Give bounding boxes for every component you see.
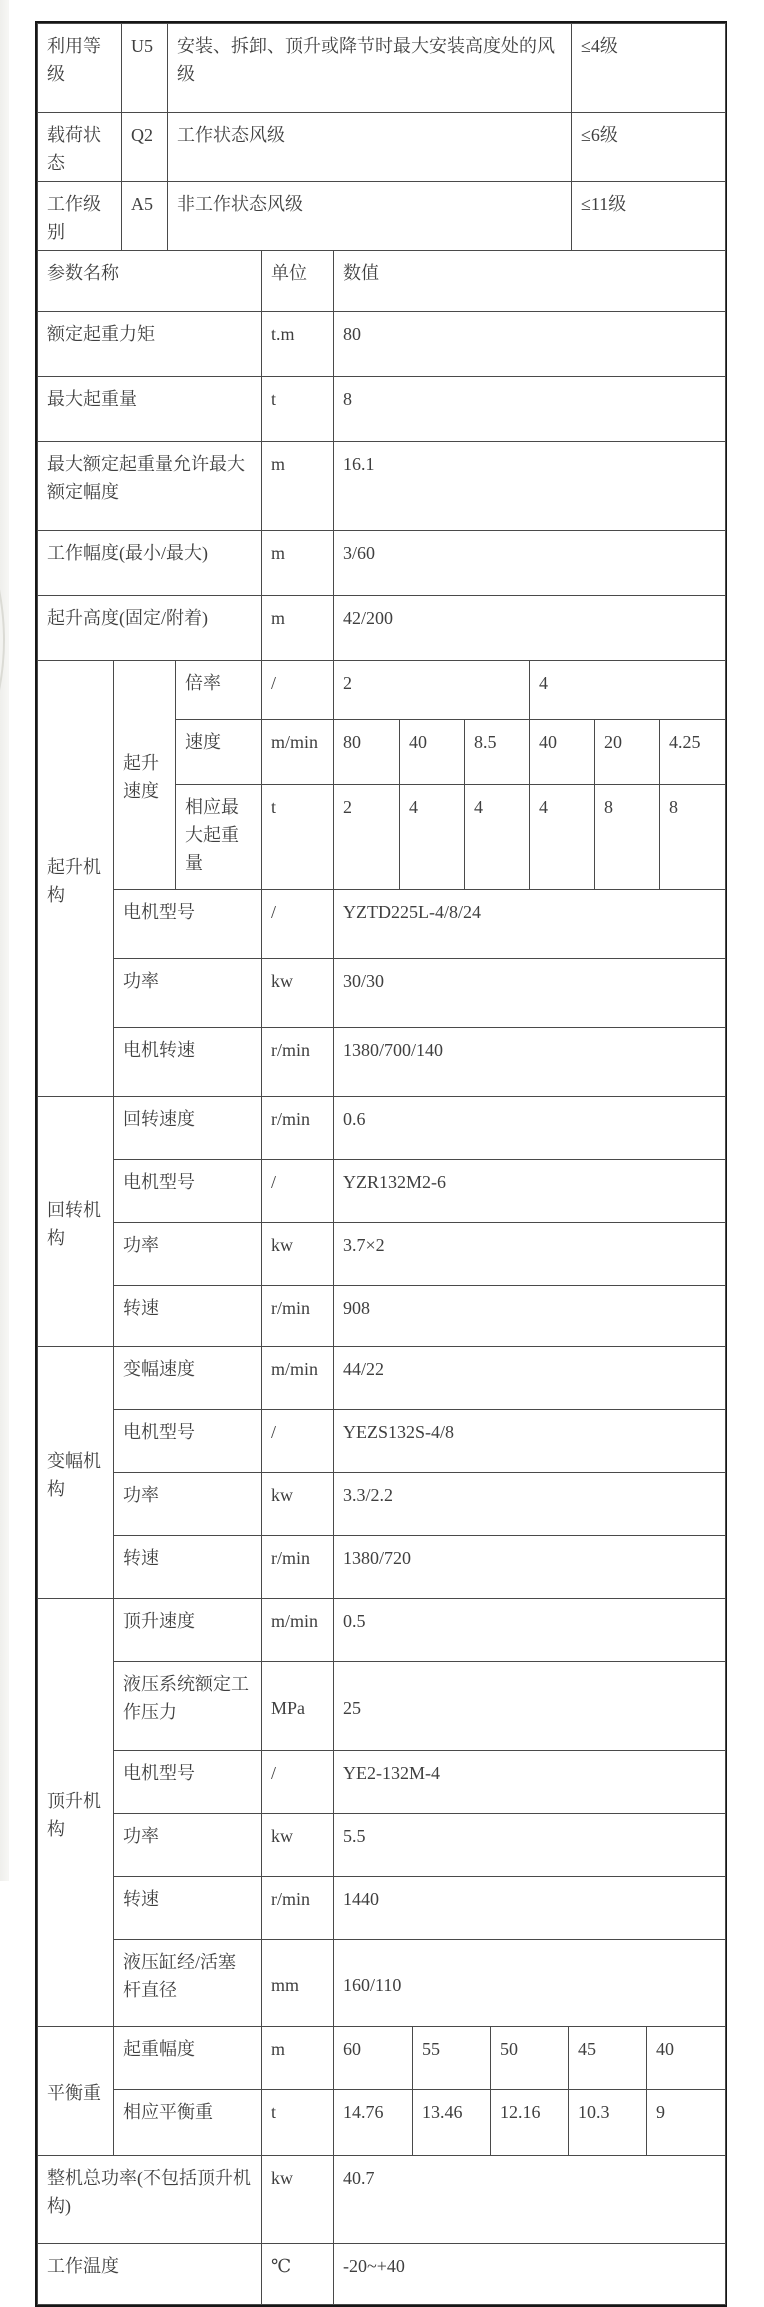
param-name: 最大起重量: [38, 377, 262, 442]
param-unit: m: [262, 442, 334, 531]
param-value: 80: [334, 312, 726, 377]
param-name: 电机型号: [114, 890, 262, 959]
param-name: 变幅速度: [114, 1347, 262, 1410]
watermark-arc: [0, 540, 26, 740]
general-params-table: [37, 250, 726, 661]
speed-value: 80: [334, 720, 400, 785]
param-unit: kw: [262, 1814, 334, 1877]
param-name: 相应平衡重: [114, 2090, 262, 2156]
nonworking-wind-desc: 非工作状态风级: [168, 182, 572, 251]
hoist-motor-row: [38, 890, 726, 959]
param-row: [38, 1751, 726, 1814]
param-value: 1440: [334, 1877, 726, 1940]
counterweight-section-table: [37, 2026, 726, 2156]
counterweight-section-label: 平衡重: [38, 2027, 114, 2156]
weight-value: 10.3: [569, 2090, 647, 2156]
param-name-header: 参数名称: [38, 251, 262, 312]
radius-value: 50: [491, 2027, 569, 2090]
total-power-label: 整机总功率(不包括顶升机构): [38, 2156, 262, 2244]
counterweight-weight-row: [38, 2090, 726, 2156]
param-name: 电机转速: [114, 1028, 262, 1097]
jacking-section-table: [37, 1598, 726, 2027]
param-name: 功率: [114, 959, 262, 1028]
param-name: 转速: [114, 1877, 262, 1940]
working-temp-label: 工作温度: [38, 2244, 262, 2305]
ratio-value: 4: [530, 661, 726, 720]
nonworking-wind-limit: ≤11级: [572, 182, 726, 251]
speed-value: 8.5: [465, 720, 530, 785]
jacking-section-label: 顶升机构: [38, 1599, 114, 2027]
param-value: 3/60: [334, 531, 726, 596]
param-value: -20~+40: [334, 2244, 726, 2305]
hoist-motor-speed-row: [38, 1028, 726, 1097]
param-name: 电机型号: [114, 1160, 262, 1223]
param-name: 起重幅度: [114, 2027, 262, 2090]
install-wind-limit: ≤4级: [572, 24, 726, 113]
working-wind-desc: 工作状态风级: [168, 113, 572, 182]
param-value: 160/110: [334, 1940, 726, 2027]
param-name: 功率: [114, 1814, 262, 1877]
param-value: 5.5: [334, 1814, 726, 1877]
weight-value: 13.46: [413, 2090, 491, 2156]
crane-spec-table: [35, 21, 727, 2307]
param-unit: r/min: [262, 1097, 334, 1160]
param-unit: kw: [262, 2156, 334, 2244]
param-unit: r/min: [262, 1028, 334, 1097]
param-name: 功率: [114, 1223, 262, 1286]
param-name: 工作幅度(最小/最大): [38, 531, 262, 596]
weight-value: 14.76: [334, 2090, 413, 2156]
param-value: 8: [334, 377, 726, 442]
hoist-speed-group-label: 起升速度: [114, 661, 176, 890]
param-value: 16.1: [334, 442, 726, 531]
param-value: YE2-132M-4: [334, 1751, 726, 1814]
param-unit-header: 单位: [262, 251, 334, 312]
param-value: 0.6: [334, 1097, 726, 1160]
speed-unit: m/min: [262, 720, 334, 785]
param-row: [38, 1473, 726, 1536]
utilization-grade-value: U5: [122, 24, 168, 113]
table-row: [38, 182, 726, 251]
param-row: [38, 377, 726, 442]
param-unit: /: [262, 1751, 334, 1814]
weight-value: 9: [647, 2090, 726, 2156]
param-row: [38, 531, 726, 596]
capacity-value: 8: [595, 785, 660, 890]
capacity-unit: t: [262, 785, 334, 890]
param-row: [38, 1286, 726, 1347]
param-value: 42/200: [334, 596, 726, 661]
param-row: [38, 2156, 726, 2244]
work-class-value: A5: [122, 182, 168, 251]
param-row: [38, 1599, 726, 1662]
utilization-grade-label: 利用等级: [38, 24, 122, 113]
param-name: 功率: [114, 1473, 262, 1536]
param-row: [38, 2244, 726, 2305]
param-value-header: 数值: [334, 251, 726, 312]
param-unit: m: [262, 596, 334, 661]
param-unit: r/min: [262, 1536, 334, 1599]
classification-table: [37, 23, 726, 251]
param-row: [38, 1662, 726, 1751]
param-name: 顶升速度: [114, 1599, 262, 1662]
param-unit: t: [262, 2090, 334, 2156]
param-value: YZTD225L-4/8/24: [334, 890, 726, 959]
param-name: 液压缸经/活塞杆直径: [114, 1940, 262, 2027]
radius-value: 55: [413, 2027, 491, 2090]
param-unit: kw: [262, 1473, 334, 1536]
param-name: 起升高度(固定/附着): [38, 596, 262, 661]
param-unit: /: [262, 1410, 334, 1473]
param-row: [38, 1160, 726, 1223]
work-class-label: 工作级别: [38, 182, 122, 251]
radius-value: 60: [334, 2027, 413, 2090]
param-name: 液压系统额定工作压力: [114, 1662, 262, 1751]
param-value: YEZS132S-4/8: [334, 1410, 726, 1473]
capacity-label: 相应最大起重量: [176, 785, 262, 890]
ratio-value: 2: [334, 661, 530, 720]
param-unit: r/min: [262, 1877, 334, 1940]
param-unit: kw: [262, 1223, 334, 1286]
param-unit: ℃: [262, 2244, 334, 2305]
param-row: [38, 1410, 726, 1473]
param-name: 转速: [114, 1536, 262, 1599]
speed-label: 速度: [176, 720, 262, 785]
param-value: 3.7×2: [334, 1223, 726, 1286]
param-value: 30/30: [334, 959, 726, 1028]
ratio-label: 倍率: [176, 661, 262, 720]
param-unit: m/min: [262, 1347, 334, 1410]
param-unit: /: [262, 890, 334, 959]
hoist-power-row: [38, 959, 726, 1028]
working-wind-limit: ≤6级: [572, 113, 726, 182]
param-row: [38, 1347, 726, 1410]
counterweight-radius-row: [38, 2027, 726, 2090]
capacity-value: 4: [465, 785, 530, 890]
hoist-section-table: [37, 660, 726, 1097]
speed-value: 20: [595, 720, 660, 785]
param-row: [38, 1536, 726, 1599]
param-row: [38, 1940, 726, 2027]
param-unit: MPa: [262, 1662, 334, 1751]
param-unit: /: [262, 1160, 334, 1223]
param-unit: m: [262, 2027, 334, 2090]
param-value: 908: [334, 1286, 726, 1347]
param-value: 25: [334, 1662, 726, 1751]
luffing-section-label: 变幅机构: [38, 1347, 114, 1599]
param-name: 额定起重力矩: [38, 312, 262, 377]
param-name: 电机型号: [114, 1410, 262, 1473]
slewing-section-label: 回转机构: [38, 1097, 114, 1347]
speed-value: 40: [530, 720, 595, 785]
luffing-section-table: [37, 1346, 726, 1599]
slewing-section-table: [37, 1096, 726, 1347]
speed-value: 40: [400, 720, 465, 785]
capacity-value: 4: [530, 785, 595, 890]
param-value: 0.5: [334, 1599, 726, 1662]
ratio-unit: /: [262, 661, 334, 720]
param-name: 电机型号: [114, 1751, 262, 1814]
capacity-value: 2: [334, 785, 400, 890]
speed-value: 4.25: [660, 720, 726, 785]
param-name: 回转速度: [114, 1097, 262, 1160]
param-row: [38, 442, 726, 531]
param-unit: kw: [262, 959, 334, 1028]
param-unit: r/min: [262, 1286, 334, 1347]
param-row: [38, 1814, 726, 1877]
param-row: [38, 596, 726, 661]
param-unit: t.m: [262, 312, 334, 377]
radius-value: 40: [647, 2027, 726, 2090]
param-value: 3.3/2.2: [334, 1473, 726, 1536]
hoist-ratio-row: [38, 661, 726, 720]
param-value: 1380/700/140: [334, 1028, 726, 1097]
param-name: 转速: [114, 1286, 262, 1347]
param-name: 最大额定起重量允许最大额定幅度: [38, 442, 262, 531]
param-row: [38, 1097, 726, 1160]
param-value: 40.7: [334, 2156, 726, 2244]
radius-value: 45: [569, 2027, 647, 2090]
weight-value: 12.16: [491, 2090, 569, 2156]
table-row: [38, 24, 726, 113]
install-wind-desc: 安装、拆卸、顶升或降节时最大安装高度处的风级: [168, 24, 572, 113]
param-unit: m/min: [262, 1599, 334, 1662]
load-state-value: Q2: [122, 113, 168, 182]
capacity-value: 8: [660, 785, 726, 890]
param-value: YZR132M2-6: [334, 1160, 726, 1223]
param-value: 44/22: [334, 1347, 726, 1410]
param-row: [38, 1877, 726, 1940]
capacity-value: 4: [400, 785, 465, 890]
footer-table: [37, 2155, 726, 2305]
param-row: [38, 1223, 726, 1286]
param-unit: m: [262, 531, 334, 596]
hoist-section-label: 起升机构: [38, 661, 114, 1097]
table-row: [38, 113, 726, 182]
param-value: 1380/720: [334, 1536, 726, 1599]
param-unit: t: [262, 377, 334, 442]
param-header-row: [38, 251, 726, 312]
param-unit: mm: [262, 1940, 334, 2027]
load-state-label: 载荷状态: [38, 113, 122, 182]
param-row: [38, 312, 726, 377]
page-left-edge-artifact: [0, 0, 9, 1881]
